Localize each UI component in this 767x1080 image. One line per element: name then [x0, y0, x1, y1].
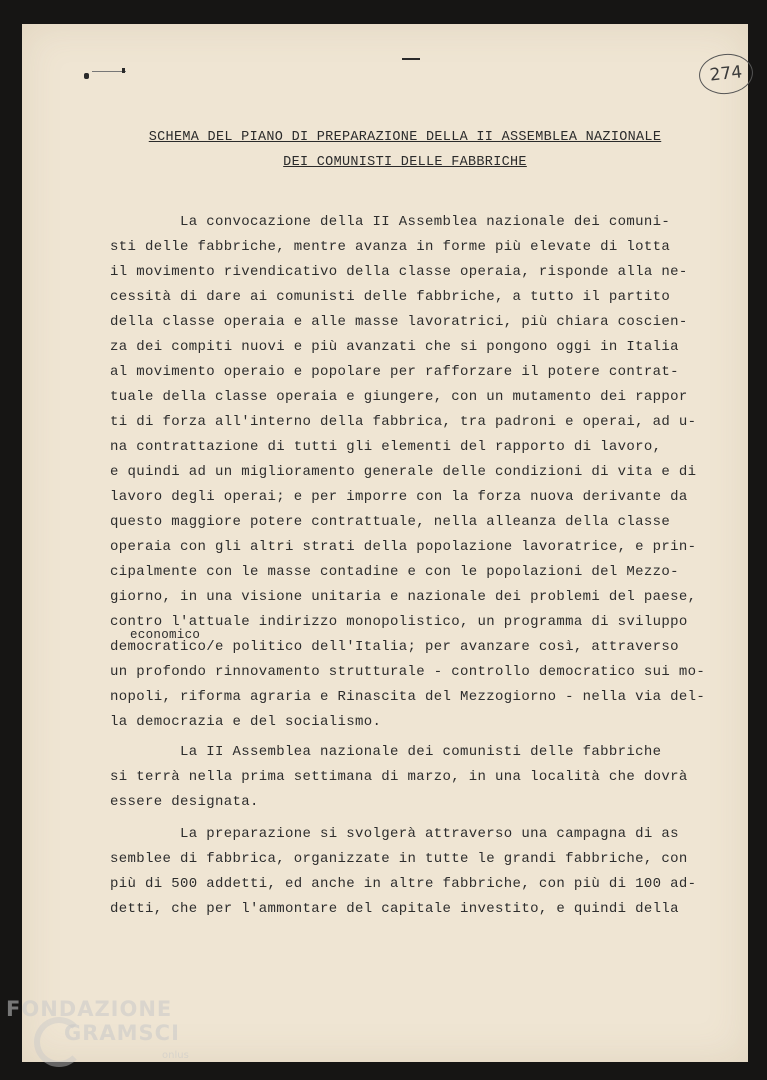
body-line: La convocazione della II Assemblea nazionale dei comuni- [110, 214, 671, 230]
body-line: la democrazia e del socialismo. [110, 714, 382, 730]
body-line: essere designata. [110, 794, 259, 810]
watermark-line: FONDAZIONE [6, 997, 173, 1021]
body-line: più di 500 addetti, ed anche in altre fabbriche, con più di 100 ad- [110, 876, 697, 892]
body-line: semblee di fabbrica, organizzate in tutte le grandi fabbriche, con [110, 851, 688, 867]
watermark-suffix: onlus [162, 1050, 189, 1061]
body-line: al movimento operaio e popolare per rafforzare il potere contrat- [110, 364, 679, 380]
ink-mark [402, 58, 420, 60]
body-line: ti di forza all'interno della fabbrica, tra padroni e operai, ad u- [110, 414, 697, 430]
body-line: cipalmente con le masse contadine e con le popolazioni del Mezzo- [110, 564, 679, 580]
ink-mark [92, 71, 126, 72]
body-line: La preparazione si svolgerà attraverso una campagna di as [110, 826, 679, 842]
body-line: cessità di dare ai comunisti delle fabbriche, a tutto il partito [110, 289, 671, 305]
body-line: e quindi ad un miglioramento generale delle condizioni di vita e di [110, 464, 697, 480]
body-line: questo maggiore potere contrattuale, nella alleanza della classe [110, 514, 671, 530]
body-line: sti delle fabbriche, mentre avanza in forme più elevate di lotta [110, 239, 671, 255]
document-title-line: SCHEMA DEL PIANO DI PREPARAZIONE DELLA II ASSEMBLEA NAZIONALE [148, 130, 662, 145]
ink-mark [84, 73, 89, 79]
handwritten-insertion: economico [130, 628, 201, 642]
body-line: della classe operaia e alle masse lavoratrici, più chiara coscien- [110, 314, 688, 330]
body-line: un profondo rinnovamento strutturale - controllo democratico sui mo- [110, 664, 706, 680]
body-line: il movimento rivendicativo della classe operaia, risponde alla ne- [110, 264, 688, 280]
body-line: detti, che per l'ammontare del capitale investito, e quindi della [110, 901, 679, 917]
fondazione-gramsci-watermark [6, 997, 189, 1061]
body-line: za dei compiti nuovi e più avanzati che si pongono oggi in Italia [110, 339, 679, 355]
body-line: contro l'attuale indirizzo monopolistico, un programma di sviluppo [110, 614, 688, 630]
body-line: nopoli, riforma agraria e Rinascita del Mezzogiorno - nella via del- [110, 689, 706, 705]
body-line: na contrattazione di tutti gli elementi del rapporto di lavoro, [110, 439, 662, 455]
document-title-line: DEI COMUNISTI DELLE FABBRICHE [283, 155, 527, 170]
ink-mark [122, 68, 125, 73]
body-line: tuale della classe operaia e giungere, con un mutamento dei rappor [110, 389, 688, 405]
body-line: giorno, in una visione unitaria e nazionale dei problemi del paese, [110, 589, 697, 605]
watermark-line: GRAMSCI [64, 1021, 180, 1045]
body-line: operaia con gli altri strati della popolazione lavoratrice, e prin- [110, 539, 697, 555]
body-line: si terrà nella prima settimana di marzo, in una località che dovrà [110, 769, 688, 785]
document-page [22, 24, 748, 1062]
body-line: La II Assemblea nazionale dei comunisti delle fabbriche [110, 744, 662, 760]
body-line: lavoro degli operai; e per imporre con la forza nuova derivante da [110, 489, 688, 505]
page-number: 274 [697, 51, 755, 96]
body-line: democratico/e politico dell'Italia; per avanzare così, attraverso [110, 639, 679, 655]
